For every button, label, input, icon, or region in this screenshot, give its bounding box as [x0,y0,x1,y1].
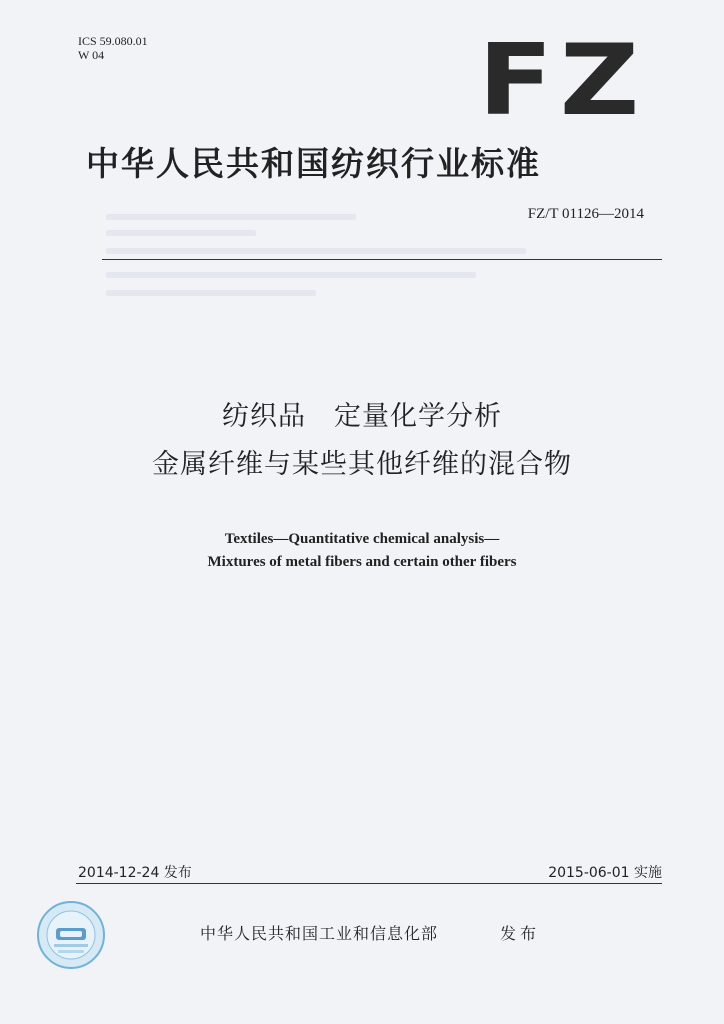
english-title-line-1: Textiles—Quantitative chemical analysis— [224,531,500,547]
publish-label: 发布 [500,924,541,943]
bleed-through-mark [106,230,256,236]
implementation-date: 2015-06-01 实施 [548,865,662,881]
chinese-title-line-2: 金属纤维与某些其他纤维的混合物 [152,449,572,480]
classification-codes [78,34,148,62]
publisher-name: 中华人民共和国工业和信息化部 [200,924,439,943]
anti-counterfeit-seal-icon [36,900,106,970]
bleed-through-mark [106,248,526,254]
chinese-title-line-1: 纺织品 定量化学分析 [222,401,502,432]
org-title: 中华人民共和国纺织行业标准 [86,144,541,183]
footer-divider [76,883,662,884]
fz-logo: FZ [478,24,647,138]
english-title-line-2: Mixtures of metal fibers and certain other fibers [207,554,517,570]
ccs-code: W 04 [78,48,105,62]
bleed-through-mark [106,214,356,220]
bleed-through-mark [106,290,316,296]
standard-number: FZ/T 01126—2014 [527,206,644,222]
bleed-through-mark [106,272,476,278]
ics-code: ICS 59.080.01 [78,34,148,48]
header-divider [102,259,662,260]
issue-date: 2014-12-24 发布 [78,865,192,881]
